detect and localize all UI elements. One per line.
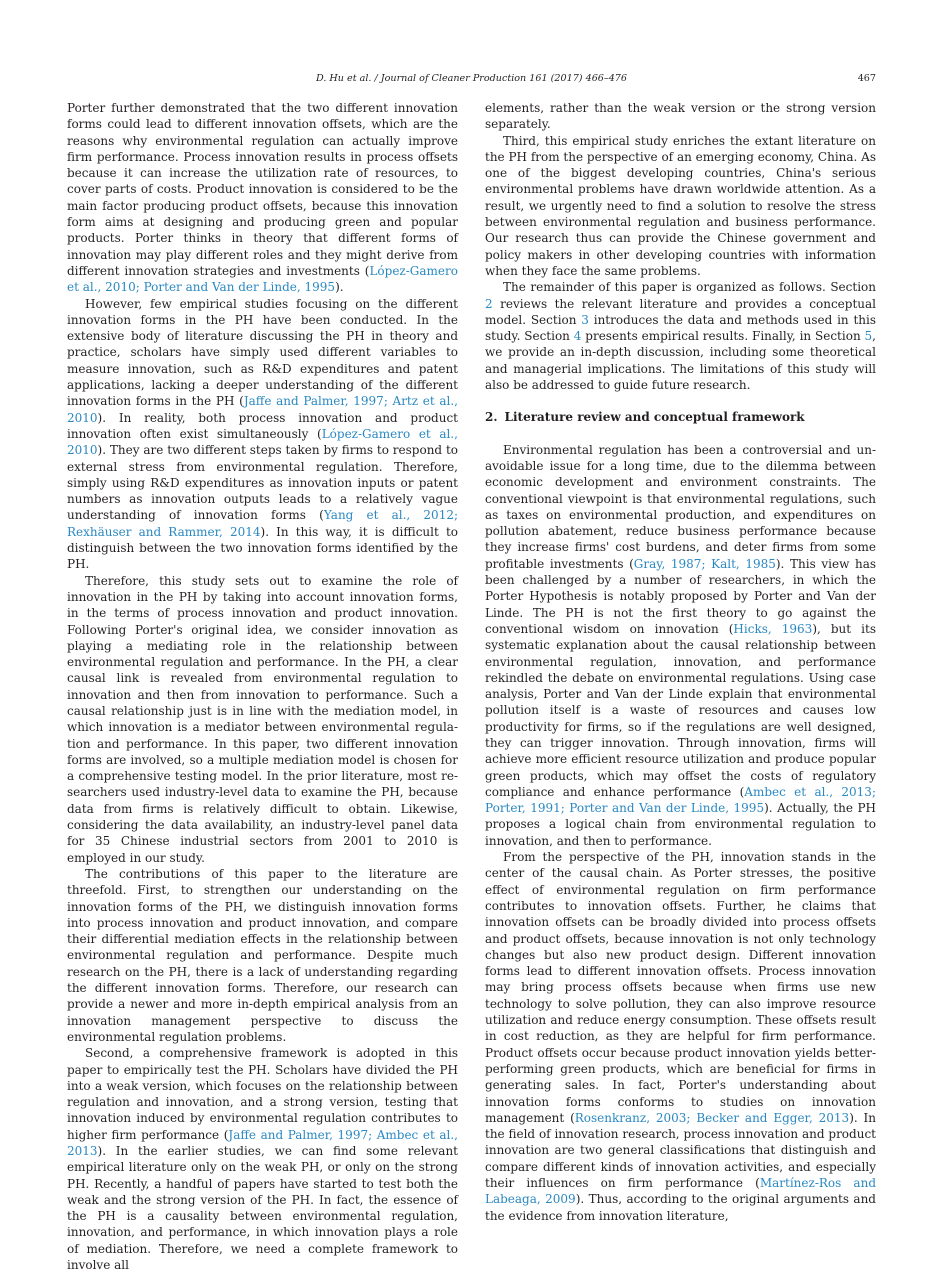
citation-link[interactable]: Rosenkranz, 2003; Becker and Egger, 2013 [574, 1110, 850, 1125]
page-number: 467 [857, 73, 876, 84]
citation-link[interactable]: Hicks, 1963 [733, 621, 813, 636]
paragraph: Third, this empirical study enriches the extant literature on the PH from the perspective of an emerging economy, China. As one of the biggest developing countries, China's serious environmental problems have drawn worldwide attention. As a result, we urgently need to find a solution to resolve the stress between environmental regulation and business performance. Our research thus can provide the Chinese government and policy makers in other developing countries with information when they face the same problems. [485, 133, 876, 278]
paragraph: However, few empirical studies focusing on the different innovation forms in the PH have been conducted. In the extensive body of literature discussing the PH in theory and practice, scholars have simply used different variables to measure innovation, such as R&D expenditures and patent applications, lacking a deeper understanding of the different innovation forms in the PH (Jaffe and Palmer, 1997; Artz et al., 2010). In reality, both process innovation and product innovation often exist simultaneously (López-Gamero et al., 2010). They are two different steps taken by firms to respond to external stress from environmental regulation. Therefore, simply using R&D expenditures as innovation inputs or patent numbers as innovation outputs leads to a relatively vague understanding of innovation forms (Yang et al., 2012; Rexhäuser and Rammer, 2014). In this way, it is difficult to distinguish between the two innovation forms identified by the PH. [67, 296, 459, 572]
paragraph: The remainder of this paper is organized as follows. Section 2 reviews the relevant literature and provides a conceptual model. Section 3 introduces the data and methods used in this study. Section 4 presents empirical results. Finally, in Section 5, we provide an in-depth discussion, including some theoretical and managerial implications. The limitations of this study will also be addressed to guide future research. [485, 280, 876, 393]
citation-link[interactable]: López-Gamero et al., 2010 [67, 426, 458, 458]
section-heading [485, 409, 876, 425]
section-link[interactable]: 2 [485, 296, 493, 311]
citation-link[interactable]: Jaffe and Palmer, 1997; Ambec et al., 2013 [67, 1127, 458, 1158]
paragraph: The contributions of this paper to the literature are threefold. First, to strengthen our understanding on the innovation forms of the PH, we distinguish innovation forms into process innovation and product innovation, and compare their differential mediation effects in the relationship between environmental regulation and performance. Despite much research on the PH, there is a lack of understanding regarding the different innovation forms. Therefore, our research can provide a newer and more in-depth empirical analysis from an innovation management perspective to discuss the environmental regulation problems. [67, 866, 458, 1044]
section-title: Literature review and conceptual framework [504, 410, 805, 425]
running-head [67, 71, 876, 87]
citation-link[interactable]: Jaffe and Palmer, 1997; Artz et al., 2010 [67, 394, 458, 425]
section-link[interactable]: 5 [864, 329, 873, 344]
section-link[interactable]: 3 [581, 312, 589, 327]
section-link[interactable]: 4 [573, 329, 582, 344]
right-column [485, 100, 876, 1224]
paragraph: elements, rather than the weak version or the strong version separately. [485, 101, 876, 132]
left-column [67, 100, 458, 1273]
citation-link[interactable]: López-Gamero et al., 2010; Porter and Van der Linde, 1995 [67, 263, 458, 295]
journal-citation: D. Hu et al. / Journal of Cleaner Production 161 (2017) 466–476 [315, 73, 628, 84]
paragraph: Second, a comprehensive framework is adopted in this paper to empirically test the PH. Scholars have divided the PH into a weak version, which focuses on the relationship between regulation and innovation, and a strong version, testing that innovation induced by environmental regulation contributes to higher firm performance (Jaffe and Palmer, 1997; Ambec et al., 2013). In the earlier studies, we can find some relevant empirical literature only on the weak PH, or only on the strong PH. Recently, a handful of papers have started to test both the weak and the strong version of the PH. In fact, the essence of the PH is a causality between environmental regulation, innovation, and performance, in which innovation plays a role of mediation. Therefore, we need a complete framework to involve all [67, 1046, 458, 1273]
paragraph: Porter further demonstrated that the two different innovation forms could lead to different innovation offsets, which are the reasons why environmental regulation can actually improve firm performance. Process innovation results in process offsets because it can increase the utilization rate of resources, to cover parts of costs. Product innovation is considered to be the main factor producing product offsets, because this innovation form aims at designing and producing green and popular products. Porter thinks in theory that different forms of innovation may play different roles and they might derive from different innovation strategies and investments (López-Gamero et al., 2010; Porter and Van der Linde, 1995). [67, 101, 458, 295]
paragraph: Environmental regulation has been a controversial and unavoidable issue for a long time, due to the dilemma between economic development and environment constraints. The conventional viewpoint is that environmental regulations, such as taxes on environmental production, and expenditures on pollution abatement, reduce business performance because they increase firms' cost burdens, and deter firms from some profitable investments (Gray, 1987; Kalt, 1985). This view has been challenged by a number of researchers, in which the Porter Hypothesis is notably proposed by Porter and Van der Linde. The PH is not the first theory to go against the conventional wisdom on innovation (Hicks, 1963), but its systematic explanation about the causal relationship between environmental regulation, innovation, and performance rekindled the debate on environmental regulations. Using case analysis, Porter and Van der Linde explain that environmental pollution itself is a waste of resources and causes low productivity for firms, so if the regulations are well designed, they can trigger innovation. Through innovation, firms will achieve more efficient resource utilization and produce popular green products, which may offset the costs of regulatory compliance and enhance performance (Ambec et al., 2013; Porter, 1991; Porter and Van der Linde, 1995). Actually, the PH proposes a logical chain from environmental regulation to innovation, and then to performance. [485, 442, 877, 848]
citation-link[interactable]: Yang et al., 2012; Rexhäuser and Rammer, 2014 [67, 508, 459, 539]
citation-link[interactable]: Martínez-Ros and Labeaga, 2009 [485, 1176, 877, 1207]
citation-link[interactable]: Ambec et al., 2013; Porter, 1991; Porter and Van der Linde, 1995 [485, 784, 876, 816]
paragraph: Therefore, this study sets out to examine the role of innovation in the PH by taking into account innovation forms, in the terms of process innovation and product innovation. Following Porter's original idea, we consider innovation as playing a mediating role in the relationship between environmental regulation and performance. In the PH, a clear causal link is revealed from environmental regulation to innovation and then from innovation to performance. Such a causal relationship just is in line with the mediation model, in which innovation is a mediator between environmental regulation and performance. In this paper, two different innovation forms are involved, so a multiple mediation model is chosen for a comprehensive testing model. In the prior literature, most researchers used industry-level data to examine the PH, because data from firms is relatively difficult to obtain. Likewise, considering the data availability, an industry-level panel data for 35 Chinese industrial sectors from 2001 to 2010 is employed in our study. [67, 573, 458, 865]
citation-link[interactable]: Gray, 1987; Kalt, 1985 [633, 556, 776, 571]
paragraph: From the perspective of the PH, innovation stands in the center of the causal chain. As Porter stresses, the positive effect of environmental regulation on firm performance contributes to innovation offsets. Further, he claims that innovation offsets can be broadly divided into process offsets and product offsets, because innovation is not only technology changes but also new product design. Different innovation forms lead to different innovation offsets. Process innovation may bring process offsets because when firms use new technology to solve pollution, they can also improve resource utilization and reduce energy consumption. These offsets result in cost reduction, as they are helpful for firm performance. Product offsets occur because product innovation yields better-performing green products, which are beneficial for firms in generating sales. In fact, Porter's understanding about innovation forms conforms to studies on innovation management (Rosenkranz, 2003; Becker and Egger, 2013). In the field of innovation research, process innovation and product innovation are two general classifications that distinguish and compare different kinds of innovation activities, and especially their influences on firm performance (Martínez-Ros and Labeaga, 2009). Thus, according to the original arguments and the evidence from innovation literature, [485, 850, 877, 1223]
section-number: 2. [485, 410, 498, 425]
